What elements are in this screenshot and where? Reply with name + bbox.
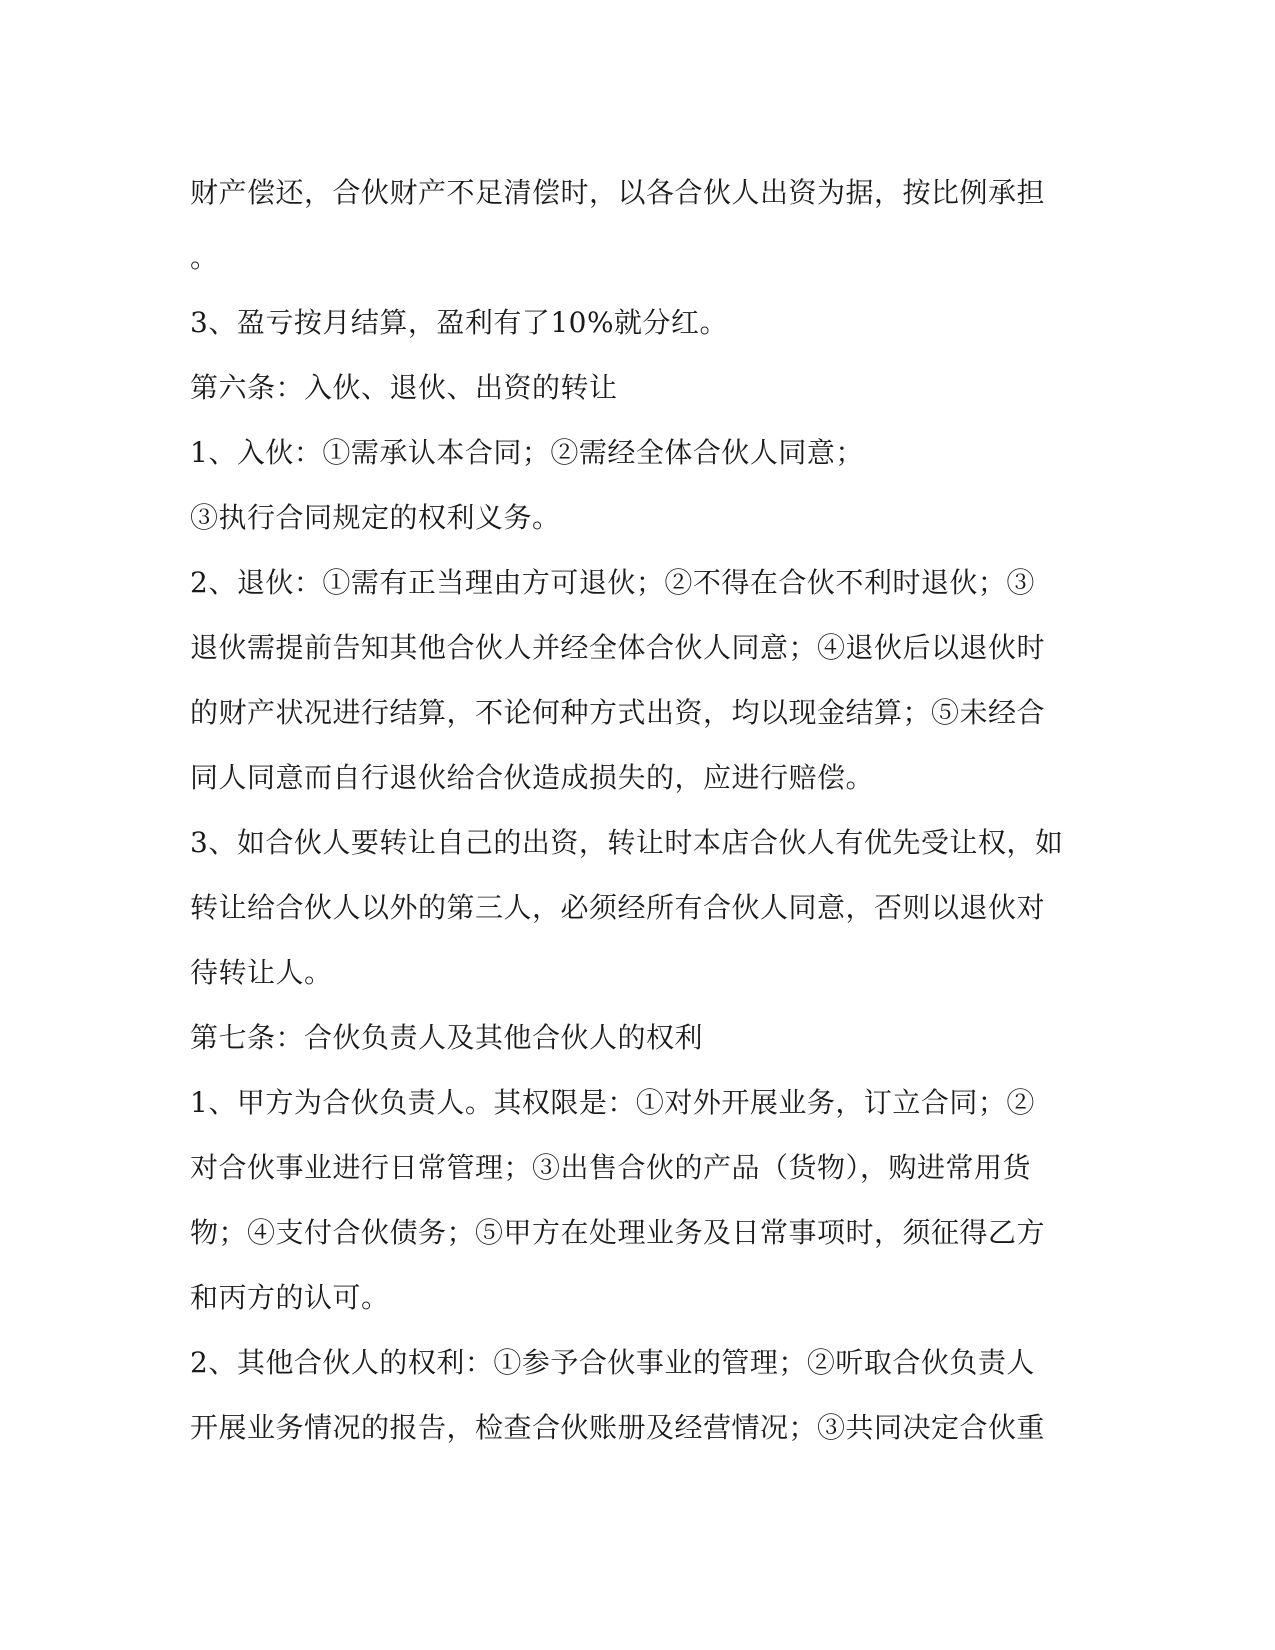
text-line: 的财产状况进行结算，不论何种方式出资，均以现金结算；⑤未经合 (190, 696, 1046, 729)
text-line: 财产偿还，合伙财产不足清偿时，以各合伙人出资为据，按比例承担 (190, 176, 1046, 209)
section-heading: 第七条：合伙负责人及其他合伙人的权利 (190, 1021, 704, 1054)
text-line: 。 (190, 241, 219, 274)
text-line: 开展业务情况的报告，检查合伙账册及经营情况；③共同决定合伙重 (190, 1411, 1046, 1444)
text-line: 2、其他合伙人的权利：①参予合伙事业的管理；②听取合伙负责人 (190, 1346, 1035, 1379)
text-line: 同人同意而自行退伙给合伙造成损失的，应进行赔偿。 (190, 761, 875, 794)
text-line: ③执行合同规定的权利义务。 (190, 501, 561, 534)
text-line: 1、入伙：①需承认本合同；②需经全体合伙人同意； (190, 436, 864, 469)
text-line: 物；④支付合伙债务；⑤甲方在处理业务及日常事项时，须征得乙方 (190, 1216, 1046, 1249)
text-line: 退伙需提前告知其他合伙人并经全体合伙人同意；④退伙后以退伙时 (190, 631, 1046, 664)
document-body (190, 160, 1090, 1460)
text-line: 待转让人。 (190, 956, 333, 989)
section-heading: 第六条：入伙、退伙、出资的转让 (190, 371, 618, 404)
text-line: 1、甲方为合伙负责人。其权限是：①对外开展业务，订立合同；② (190, 1086, 1035, 1119)
text-line: 3、如合伙人要转让自己的出资，转让时本店合伙人有优先受让权，如 (190, 826, 1064, 859)
text-line: 2、退伙：①需有正当理由方可退伙；②不得在合伙不利时退伙；③ (190, 566, 1035, 599)
text-line: 对合伙事业进行日常管理；③出售合伙的产品（货物），购进常用货 (190, 1151, 1032, 1184)
text-line: 转让给合伙人以外的第三人，必须经所有合伙人同意，否则以退伙对 (190, 891, 1046, 924)
text-line: 和丙方的认可。 (190, 1281, 390, 1314)
text-line: 3、盈亏按月结算，盈利有了10%就分红。 (190, 306, 729, 339)
